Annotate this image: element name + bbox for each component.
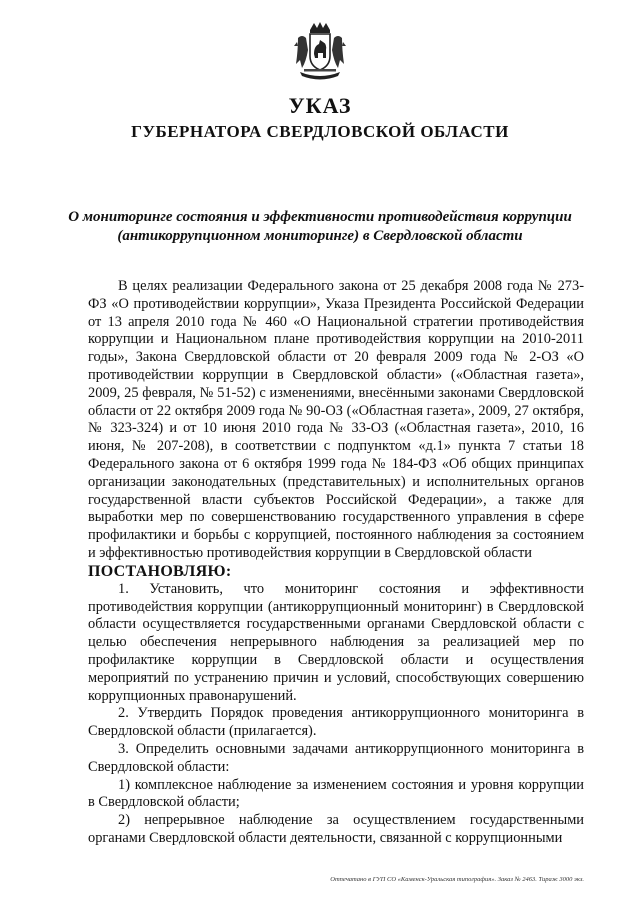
clause-3: 3. Определить основными задачами антикоррупционного мониторинга в Свердловской области: [88,740,584,775]
clause-3-subitem-2: 2) непрерывное наблюдение за осуществлением государственными органами Свердловской области деятельности, связанной с коррупционными [88,812,584,846]
preamble-paragraph: В целях реализации Федерального закона от 25 декабря 2008 года № 273-ФЗ «О противодействии коррупции», Указа Президента Российской Федерации от 13 апреля 2010 года № 460 «О Национальной стратегии противодействия коррупции и Национальном плане противодействия коррупции на 2010-2011 годы», Закона Свердловской области от 20 февраля 2009 года № 2-ОЗ «О противодействии коррупции в Свердловской области» («Областная газета», 2009, 25 февраля, № 51-52) с изменениями, внесёнными законами Свердловской области от 22 октября 2009 года № 90-ОЗ («Областная газета», 2009, 27 октября, № 323-324) и от 10 июня 2010 года № 33-ОЗ («Областная газета», 2010, 16 июня, № 207-208), в соответствии с подпунктом «д.1» пункта 7 статьи 18 Федерального закона от 6 октября 1999 года № 184-ФЗ «Об общих принципах организации законодательных (представительных) и исполнительных органов государственной власти субъектов Российской Федерации», а также для выработки мер по совершенствованию государственного управления в сфере профилактики и борьбы с коррупцией, постоянного наблюдения за состоянием и эффективностью противодействия коррупции в Свердловской области [88,278,584,561]
subject-line-2: (антикоррупционном мониторинге) в Свердловской области [117,228,523,244]
decree-heading: ПОСТАНОВЛЯЮ: [88,562,232,580]
issuer-subtitle: ГУБЕРНАТОРА СВЕРДЛОВСКОЙ ОБЛАСТИ [131,122,509,141]
document-type-title: УКАЗ [288,93,352,118]
subject-line-1: О мониторинге состояния и эффективности противодействия коррупции [68,209,572,225]
coat-of-arms-emblem [292,20,348,84]
document-subject [60,208,580,246]
clause-1: 1. Установить, что мониторинг состояния и эффективности противодействия коррупции (антикоррупционный мониторинг) в Свердловской области осуществляется государственными органами Свердловской области с целью обеспечения непрерывного наблюдения за реализацией мер по профилактике коррупции в Свердловской области и осуществления мероприятий по устранению причин и условий, способствующих совершению коррупционных правонарушений. [88,580,584,704]
printing-imprint: Отпечатано в ГУП СО «Каменск-Уральская типография». Заказ № 2463. Тираж 3000 экз. [330,876,584,883]
clause-3-subitem-1: 1) комплексное наблюдение за изменением состояния и уровня коррупции в Свердловской области; [88,776,584,811]
clause-2: 2. Утвердить Порядок проведения антикоррупционного мониторинга в Свердловской области (прилагается). [88,705,584,740]
document-body [88,278,584,848]
